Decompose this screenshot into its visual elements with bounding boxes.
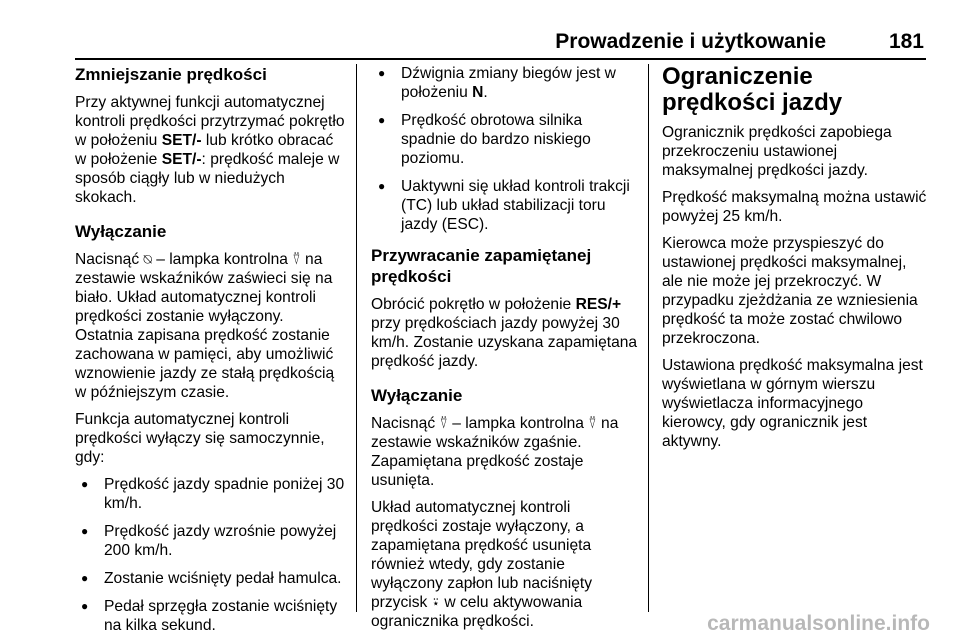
paragraph-system-off (371, 498, 639, 631)
text: Dźwignia zmiany biegów jest w położeniu (401, 65, 616, 101)
watermark: carmanualsonline.info (707, 612, 930, 635)
page-number: 181 (888, 30, 924, 53)
text: – lampka kontrolna (447, 415, 589, 432)
paragraph-auto-off: Funkcja automatycznej kontroli prędkości wyłączy się samoczynnie, gdy: (75, 411, 325, 466)
list-item (371, 64, 639, 102)
text: – lampka kontrolna (151, 251, 293, 268)
label-set-minus: SET/- (161, 132, 202, 149)
label-set-minus: SET/- (161, 151, 202, 168)
text: Przy aktywnej funkcji automatycznej kontroli prędkości przytrzymać pokrętło w położeniu (75, 94, 345, 149)
page-header (75, 24, 926, 60)
bullet-list-continued (371, 64, 639, 234)
heading-speed-limiter: Ograniczenie prędkości jazdy (662, 63, 843, 116)
column-3 (662, 64, 930, 459)
bullet-list-auto-off (75, 475, 345, 635)
cruise-control-icon: ⍢ (439, 415, 448, 431)
column-divider-1 (356, 64, 357, 612)
text: na zestawie wskaźników zaświeci się na biało. Układ automatycznej kontroli prędkości zostanie wyłączony. Ostatnia zapisana prędkość zostanie zachowana w pamięci, aby umożliwić wznowienie jazdy ze stałą prędkością w późniejszym czasie. (75, 251, 335, 401)
list-item: ● Prędkość jazdy spadnie poniżej 30 km/h. (75, 475, 345, 513)
text: Nacisnąć (75, 251, 144, 268)
text: na zestawie wskaźników zgaśnie. Zapamiętana prędkość zostaje usunięta. (371, 415, 619, 489)
paragraph-limiter-2: Prędkość maksymalną można ustawić powyżej 25 km/h. (662, 189, 927, 225)
header-title: Prowadzenie i użytkowanie (555, 30, 826, 53)
text: . (483, 84, 488, 101)
cruise-off-icon: ⍉ (143, 251, 152, 267)
text: Układ automatycznej kontroli prędkości zostaje wyłączony, a zapamiętana prędkość usunięta również wtedy, gdy zostanie wyłączony zapłon lub naciśnięty przycisk (371, 499, 593, 611)
heading-disable-2: Wyłączanie (371, 386, 463, 405)
text: w celu aktywowania ogranicznika prędkości. (371, 594, 583, 630)
paragraph-resume (371, 295, 639, 371)
text: : prędkość maleje w sposób ciągły lub w niedużych skokach. (75, 151, 340, 206)
list-item: ● Prędkość obrotowa silnika spadnie do bardzo niskiego poziomu. (371, 111, 639, 168)
text: lub krótko obracać w położenie (75, 132, 334, 168)
column-divider-2 (648, 64, 649, 612)
text: przy prędkościach jazdy powyżej 30 km/h. Zostanie uzyskana zapamiętana prędkość jazdy. (371, 315, 638, 370)
paragraph-limiter-1: Ogranicznik prędkości zapobiega przekroczeniu ustawionej maksymalnej prędkości jazdy. (662, 124, 892, 179)
heading-resume-speed: Przywracanie zapamiętanej prędkości (371, 246, 592, 286)
text: Obrócić pokrętło w położenie (371, 296, 576, 313)
column-2 (371, 64, 639, 639)
label-neutral: N (472, 84, 484, 101)
paragraph-limiter-4: Ustawiona prędkość maksymalna jest wyświetlana w górnym wierszu wyświetlacza informacyjnego kierowcy, gdy ogranicznik jest aktywny. (662, 357, 923, 450)
paragraph-reduce-speed (75, 93, 345, 207)
heading-disable: Wyłączanie (75, 222, 167, 241)
cruise-control-icon: ⍢ (588, 415, 597, 431)
list-item: ● Zostanie wciśnięty pedał hamulca. (75, 569, 345, 588)
list-item: ● Uaktywni się układ kontroli trakcji (TC) lub układ stabilizacji toru jazdy (ESC). (371, 177, 639, 234)
column-1 (75, 64, 345, 644)
paragraph-limiter-3: Kierowca może przyspieszyć do ustawionej prędkości maksymalnej, ale nie może jej przekroczyć. W przypadku zjeżdżania ze wzniesienia prędkość ta może zostać chwilowo przekroczona. (662, 235, 918, 347)
heading-reduce-speed: Zmniejszanie prędkości (75, 65, 267, 84)
text: Nacisnąć (371, 415, 440, 432)
paragraph-disable-2 (371, 414, 639, 490)
label-res-plus: RES/+ (575, 296, 622, 313)
cruise-control-icon: ⍢ (292, 251, 301, 267)
list-item: ● Pedał sprzęgła zostanie wciśnięty na kilka sekund. (75, 597, 345, 635)
paragraph-disable (75, 250, 345, 402)
speed-limiter-icon: ⍣ (431, 594, 441, 610)
list-item: ● Prędkość jazdy wzrośnie powyżej 200 km/h. (75, 522, 345, 560)
